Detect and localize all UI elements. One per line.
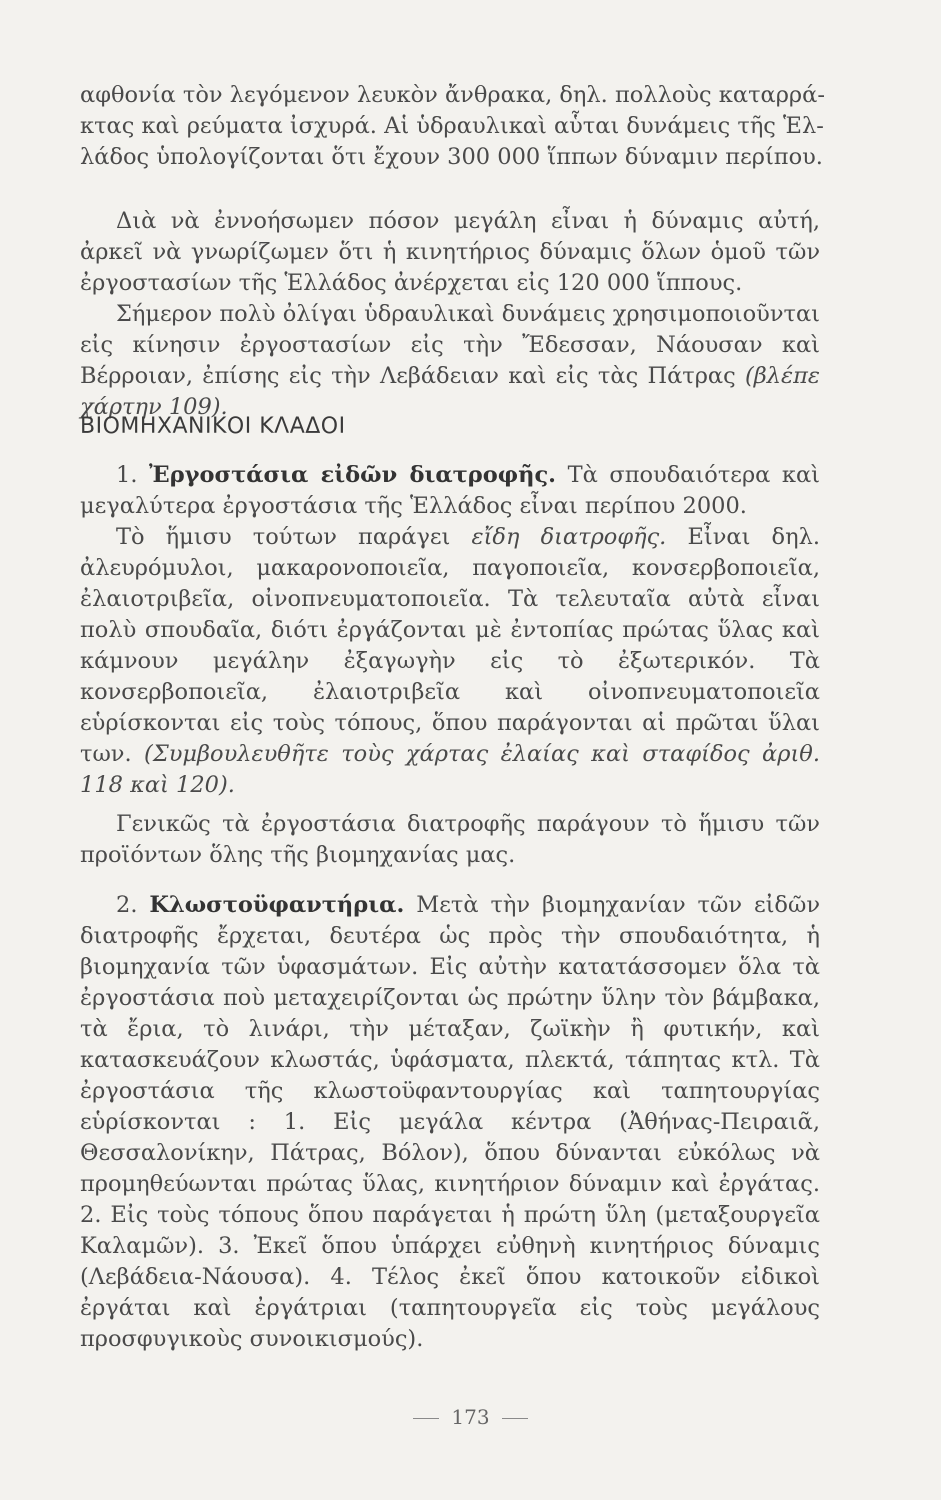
paragraph xyxy=(80,299,820,423)
page-number-text: 173 xyxy=(451,1405,490,1429)
section-heading: ΒΙΟΜΗΧΑΝΙΚΟΙ ΚΛΑΔΟΙ xyxy=(80,414,346,439)
intro-paragraph xyxy=(80,80,825,173)
text-line: λάδος ὑπολογίζονται ὅτι ἔχουν 300 000 ἵππων δύναμιν περίπου. xyxy=(80,144,823,170)
section-title: Κλωστοϋφαντήρια. xyxy=(149,892,405,918)
paragraph xyxy=(80,522,820,801)
page-number xyxy=(0,1405,941,1429)
paragraph: Διὰ νὰ ἐννοήσωμεν πόσον μεγάλη εἶναι ἡ δύναμις αὐτή, ἀρκεῖ νὰ γνωρίζωμεν ὅτι ἡ κινητήριος δύναμις ὅλων ὁμοῦ τῶν ἐργοστασίων τῆς Ἑλλάδος ἀνέρχεται εἰς 120 000 ἵππους. xyxy=(80,208,820,296)
paragraph-text: Τὸ ἥμισυ τούτων παράγει xyxy=(116,524,451,550)
map-reference: (Συμβουλευθῆτε τοὺς χάρτας ἐλαίας καὶ σταφίδος ἀριθ. 118 καὶ 120). xyxy=(80,741,820,798)
map-reference: (βλέπε χάρτην 109). xyxy=(80,363,820,420)
text-line: κτας καὶ ρεύματα ἰσχυρά. Αἱ ὑδραυλικαὶ αὗται δυνάμεις τῆς Ἑλ- xyxy=(80,113,824,139)
paragraph-text: Εἶναι δηλ. ἀλευρόμυλοι, μακαρονοποιεῖα, παγοποιεῖα, κονσερβοποιεῖα, ἐλαιοτριβεῖα, οἰνοπνευματοποιεῖα. Τὰ τελευταῖα αὐτὰ εἶναι πολὺ σπουδαῖα, διότι ἐργάζονται μὲ ἐντοπίας πρώτας ὕλας καὶ κάμνουν μεγάλην ἐξαγωγὴν εἰς τὸ ἐξωτερικόν. Τὰ κονσερβοποιεῖα, ἐλαιοτριβεῖα καὶ οἰνοπνευματοποιεῖα εὑρίσκονται εἰς τοὺς τόπους, ὅπου παράγονται αἱ πρῶται ὕλαι των. xyxy=(80,524,820,767)
paragraph: Γενικῶς τὰ ἐργοστάσια διατροφῆς παράγουν τὸ ἥμισυ τῶν προϊόντων ὅλης τῆς βιομηχανίας μας. xyxy=(80,811,820,868)
paragraph-text: Σήμερον πολὺ ὀλίγαι ὑδραυλικαὶ δυνάμεις χρησιμοποιοῦνται εἰς κίνησιν ἐργοστασίων εἰς τὴν Ἔδεσσαν, Νάουσαν καὶ Βέρροιαν, ἐπίσης εἰς τὴν Λεβάδειαν καὶ εἰς τὰς Πάτρας xyxy=(80,301,820,389)
paragraph xyxy=(80,890,820,1355)
text-line: αφθονία τὸν λεγόμενον λευκὸν ἄνθρακα, δηλ. πολλοὺς καταρρά- xyxy=(80,82,825,108)
body-paragraphs xyxy=(80,206,820,423)
section-title: Ἐργοστάσια εἰδῶν διατροφῆς. xyxy=(149,462,557,488)
paragraph-text: Τὰ σπουδαιότερα καὶ μεγαλύτερα ἐργοστάσια τῆς Ἑλλάδος εἶναι περίπου 2000. xyxy=(80,462,821,519)
emphasis: εἴδη διατροφῆς. xyxy=(471,524,667,550)
divider xyxy=(413,1418,439,1419)
section-food-industry xyxy=(80,460,820,871)
section-textile-industry xyxy=(80,890,820,1355)
section-number: 1. xyxy=(116,462,138,488)
divider xyxy=(502,1418,528,1419)
paragraph xyxy=(80,460,820,522)
paragraph-text: Μετὰ τὴν βιομηχανίαν τῶν εἰδῶν διατροφῆς ἔρχεται, δευτέρα ὡς πρὸς τὴν σπουδαιότητα, ἡ βιομηχανία τῶν ὑφασμάτων. Εἰς αὐτὴν κατατάσσομεν ὅλα τὰ ἐργοστάσια ποὺ μεταχειρίζονται ὡς πρώτην ὕλην τὸν βάμβακα, τὰ ἔρια, τὸ λινάρι, τὴν μέταξαν, ζωϊκὴν ἢ φυτικήν, καὶ κατασκευάζουν κλωστάς, ὑφάσματα, πλεκτά, τάπητας κτλ. Τὰ ἐργοστάσια τῆς κλωστοϋφαντουργίας καὶ ταπητουργίας εὑρίσκονται : 1. Εἰς μεγάλα κέντρα (Ἀθήνας-Πειραιᾶ, Θεσσαλονίκην, Πάτρας, Βόλον), ὅπου δύνανται εὐκόλως νὰ προμηθεύωνται πρώτας ὕλας, κινητήριον δύναμιν καὶ ἐργάτας. 2. Εἰς τοὺς τόπους ὅπου παράγεται ἡ πρώτη ὕλη (μεταξουργεῖα Καλαμῶν). 3. Ἐκεῖ ὅπου ὑπάρχει εὐθηνὴ κινητήριος δύναμις (Λεβάδεια-Νάουσα). 4. Τέλος ἐκεῖ ὅπου κατοικοῦν εἰδικοὶ ἐργάται καὶ ἐργάτριαι (ταπητουργεῖα εἰς τοὺς μεγάλους προσφυγικοὺς συνοικισμούς). xyxy=(80,892,820,1352)
section-number: 2. xyxy=(116,892,138,918)
